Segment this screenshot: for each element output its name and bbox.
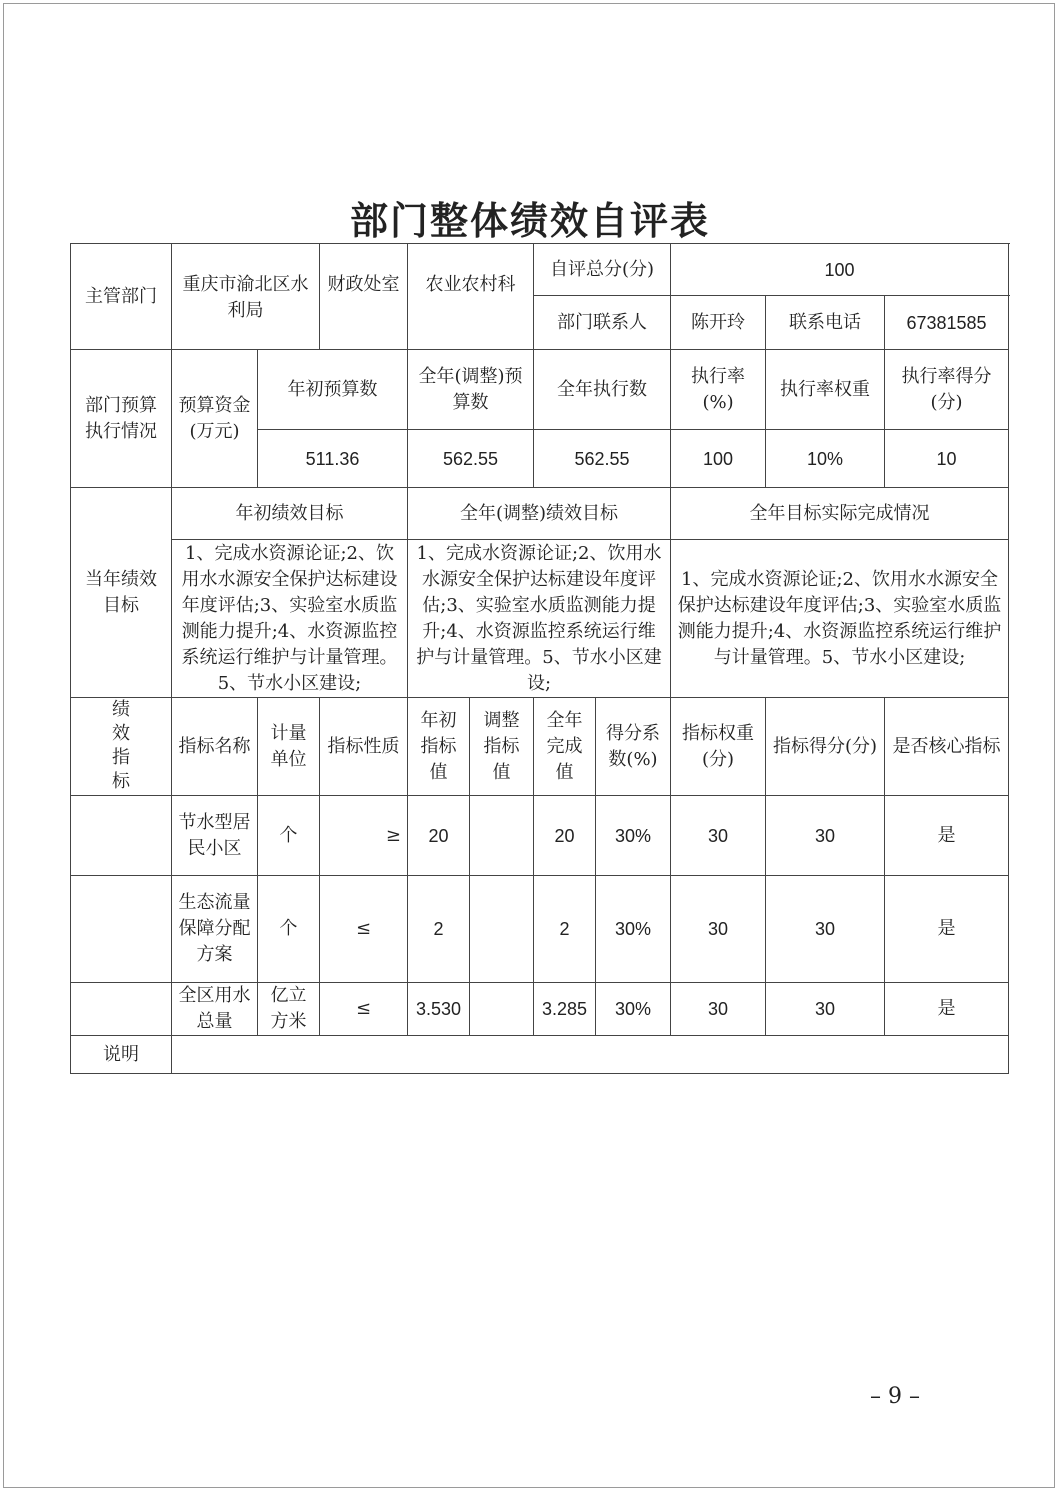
goals-header-initial: 年初绩效目标 — [172, 488, 408, 540]
ind-adjusted — [470, 983, 534, 1036]
goals-header-adjusted: 全年(调整)绩效目标 — [408, 488, 671, 540]
goals-section-label: 当年绩效目标 — [71, 488, 172, 698]
score-value: 100 — [671, 244, 1009, 296]
phone-value: 67381585 — [885, 296, 1009, 350]
ind-row-spacer — [71, 796, 172, 876]
phone-label: 联系电话 — [766, 296, 885, 350]
budget-col-score: 执行率得分(分) — [885, 350, 1009, 430]
ind-core: 是 — [885, 983, 1009, 1036]
ind-coef: 30% — [596, 796, 671, 876]
ind-unit: 个 — [258, 796, 320, 876]
ind-header-coef: 得分系数(%) — [596, 698, 671, 796]
ind-weight: 30 — [671, 876, 766, 983]
ind-weight: 30 — [671, 983, 766, 1036]
table-row — [71, 796, 1009, 876]
office-2: 农业农村科 — [408, 244, 534, 350]
evaluation-table — [70, 243, 1009, 1074]
ind-header-initial: 年初指标值 — [408, 698, 470, 796]
ind-nature: ≤ — [320, 876, 408, 983]
budget-fund-label: 预算资金(万元) — [172, 350, 258, 488]
ind-weight: 30 — [671, 796, 766, 876]
ind-header-score: 指标得分(分) — [766, 698, 885, 796]
ind-row-spacer — [71, 983, 172, 1036]
budget-col-executed: 全年执行数 — [534, 350, 671, 430]
notes-label: 说明 — [71, 1036, 172, 1074]
goals-actual-text: 1、完成水资源论证;2、饮用水水源安全保护达标建设年度评估;3、实验室水质监测能力提升;4、水资源监控系统运行维护与计量管理。5、节水小区建设; — [671, 540, 1009, 698]
ind-core: 是 — [885, 796, 1009, 876]
ind-row-spacer — [71, 876, 172, 983]
ind-core: 是 — [885, 876, 1009, 983]
goals-initial-text: 1、完成水资源论证;2、饮用水水源安全保护达标建设年度评估;3、实验室水质监测能力提升;4、水资源监控系统运行维护与计量管理。5、节水小区建设; — [172, 540, 408, 698]
dept-value: 重庆市渝北区水利局 — [172, 244, 320, 350]
office-1: 财政处室 — [320, 244, 408, 350]
contact-label: 部门联系人 — [534, 296, 671, 350]
ind-header-nature: 指标性质 — [320, 698, 408, 796]
budget-value-score: 10 — [885, 430, 1009, 488]
table-row — [71, 983, 1009, 1036]
ind-actual: 2 — [534, 876, 596, 983]
budget-col-rate: 执行率(%) — [671, 350, 766, 430]
ind-name: 全区用水总量 — [172, 983, 258, 1036]
ind-header-name: 指标名称 — [172, 698, 258, 796]
ind-name: 生态流量保障分配方案 — [172, 876, 258, 983]
budget-value-adjusted: 562.55 — [408, 430, 534, 488]
ind-actual: 3.285 — [534, 983, 596, 1036]
ind-unit: 亿立方米 — [258, 983, 320, 1036]
ind-initial: 20 — [408, 796, 470, 876]
score-label: 自评总分(分) — [534, 244, 671, 296]
ind-unit: 个 — [258, 876, 320, 983]
ind-coef: 30% — [596, 876, 671, 983]
ind-initial: 2 — [408, 876, 470, 983]
ind-score: 30 — [766, 796, 885, 876]
ind-header-actual: 全年完成值 — [534, 698, 596, 796]
budget-col-adjusted: 全年(调整)预算数 — [408, 350, 534, 430]
notes-value — [172, 1036, 1009, 1074]
budget-col-initial: 年初预算数 — [258, 350, 408, 430]
ind-coef: 30% — [596, 983, 671, 1036]
budget-section-label: 部门预算执行情况 — [71, 350, 172, 488]
ind-name: 节水型居民小区 — [172, 796, 258, 876]
contact-name: 陈开玲 — [671, 296, 766, 350]
budget-value-weight: 10% — [766, 430, 885, 488]
ind-header-weight: 指标权重(分) — [671, 698, 766, 796]
ind-header-adjusted: 调整指标值 — [470, 698, 534, 796]
page-number: – 9 – — [870, 1384, 920, 1409]
budget-value-initial: 511.36 — [258, 430, 408, 488]
budget-value-rate: 100 — [671, 430, 766, 488]
goals-adjusted-text: 1、完成水资源论证;2、饮用水水源安全保护达标建设年度评估;3、实验室水质监测能力提升;4、水资源监控系统运行维护与计量管理。5、节水小区建设; — [408, 540, 671, 698]
ind-adjusted — [470, 876, 534, 983]
indicators-section-label: 绩效指标 — [71, 698, 172, 796]
budget-value-executed: 562.55 — [534, 430, 671, 488]
ind-header-core: 是否核心指标 — [885, 698, 1009, 796]
goals-header-actual: 全年目标实际完成情况 — [671, 488, 1009, 540]
ind-score: 30 — [766, 876, 885, 983]
ind-nature: ≤ — [320, 983, 408, 1036]
dept-label: 主管部门 — [71, 244, 172, 350]
budget-col-weight: 执行率权重 — [766, 350, 885, 430]
ind-actual: 20 — [534, 796, 596, 876]
page-title: 部门整体绩效自评表 — [349, 198, 710, 243]
ind-nature: ≥ — [320, 796, 408, 876]
ind-score: 30 — [766, 983, 885, 1036]
ind-header-unit: 计量单位 — [258, 698, 320, 796]
ind-adjusted — [470, 796, 534, 876]
ind-initial: 3.530 — [408, 983, 470, 1036]
table-row — [71, 876, 1009, 983]
